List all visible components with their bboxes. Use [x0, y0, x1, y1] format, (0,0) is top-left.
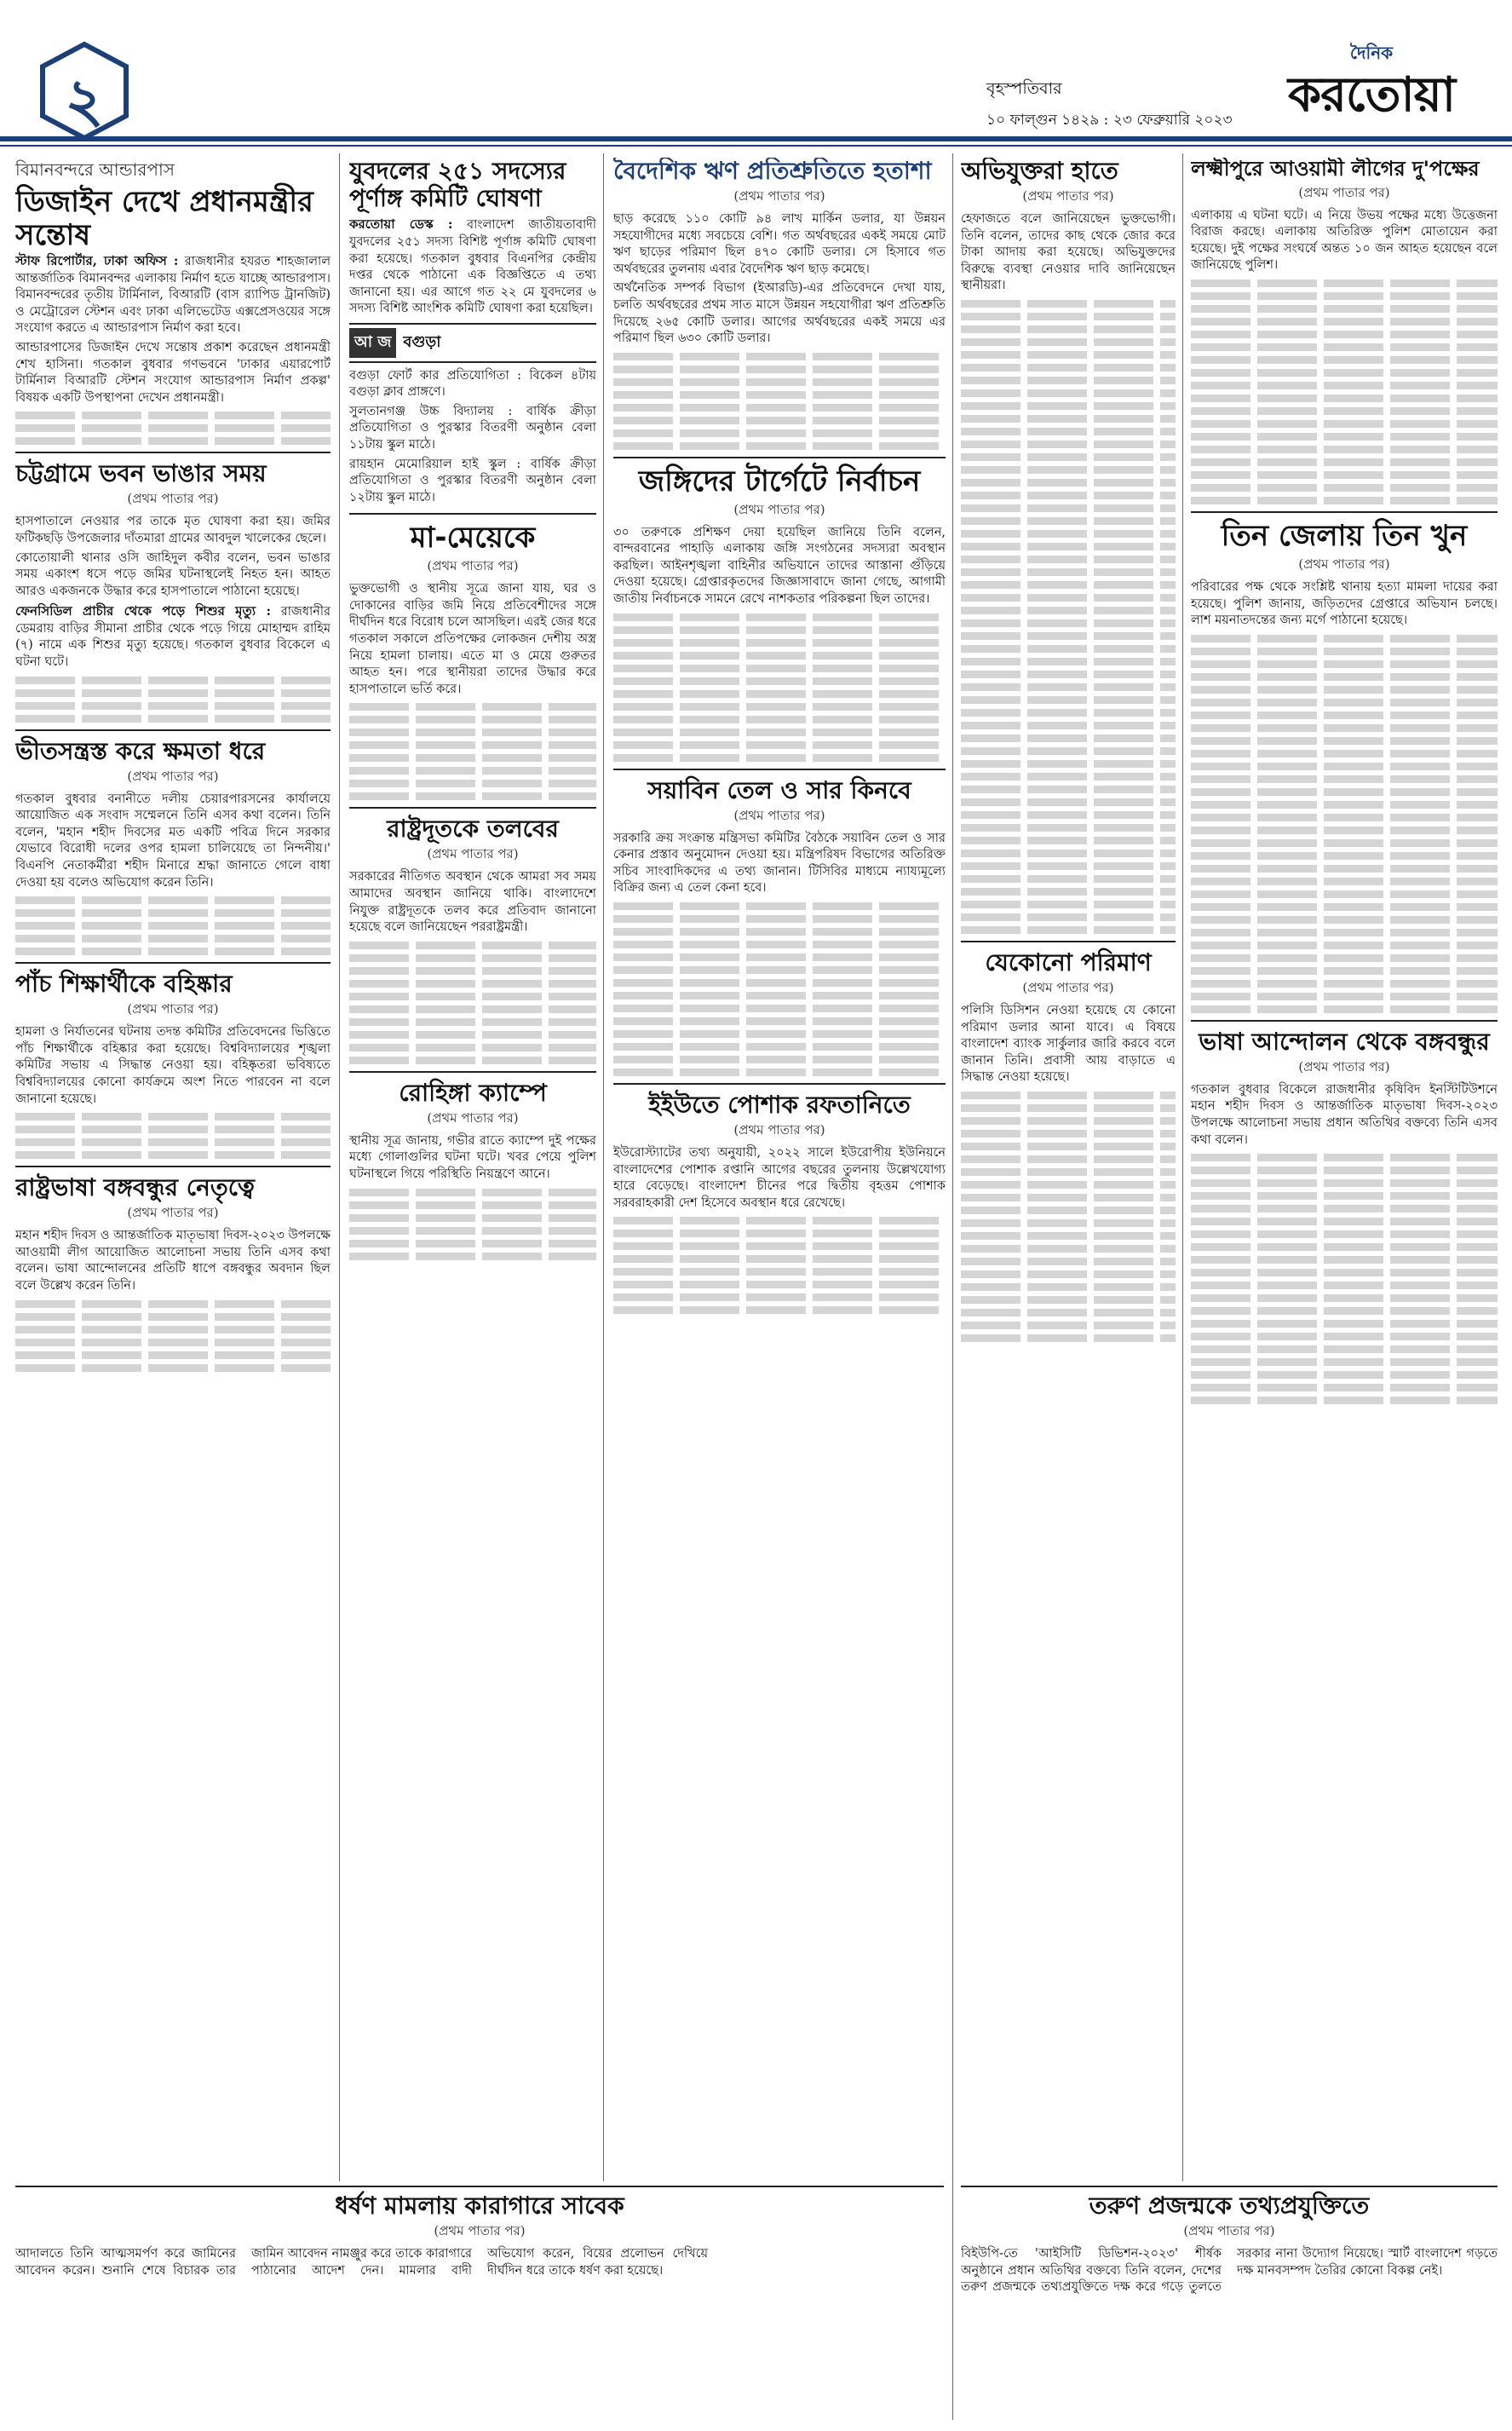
article-body [1191, 579, 1498, 630]
article-body [15, 2246, 944, 2279]
article-body [15, 1024, 331, 1108]
article-headline[interactable]: রোহিঙ্গা ক্যাম্পে [399, 1078, 547, 1107]
list-item: বগুড়া ফোর্ট কার প্রতিযোগিতা : বিকেল ৪টায় বগুড়া ক্লাব প্রাঙ্গণে। [349, 368, 596, 400]
page-number-badge [34, 41, 135, 141]
continued-label: (প্রথম পাতার পর) [1298, 184, 1390, 200]
column-5 [1191, 158, 1498, 2186]
continued-label: (প্রথম পাতার পর) [733, 188, 825, 205]
article-state-language [15, 1174, 331, 1371]
continued-label: (প্রথম পাতার পর) [733, 501, 825, 517]
brand-small: দৈনিক [1349, 43, 1394, 63]
article-headline[interactable]: জঙ্গিদের টার্গেটে নির্বাচন [638, 464, 921, 498]
article-body [349, 216, 596, 317]
column-4 [961, 158, 1176, 2186]
article-headline[interactable]: ইইউতে পোশাক রফতানিতে [648, 1091, 911, 1120]
article-mother-daughter [349, 521, 596, 800]
article-ctg-building [15, 460, 331, 722]
today-badge: আ জ [349, 328, 396, 358]
article-language-movement [1191, 1028, 1498, 1404]
column-divider [1182, 153, 1183, 2181]
article-headline[interactable]: যুবদলের ২৫১ সদস্যের পূর্ণাঙ্গ কমিটি ঘোষণা [349, 158, 566, 213]
article-body [15, 1228, 331, 1294]
article-paragraph: স্থানীয় সূত্র জানায়, গভীর রাতে ক্যাম্পে দুই পক্ষের মধ্যে গোলাগুলির ঘটনা ঘটে। খবর পেয়ে পুলিশ ঘটনাস্থলে গিয়ে পরিস্থিতি নিয়ন্ত্রণে আনে। [349, 1133, 596, 1182]
article-rape-case [15, 2192, 944, 2279]
article-kicker: বিমানবন্দরে আন্ডারপাস [15, 159, 175, 180]
article-body [349, 581, 596, 698]
continued-label: (প্রথম পাতার পর) [1022, 188, 1114, 205]
continued-label: (প্রথম পাতার পর) [1022, 980, 1114, 996]
article-body [1191, 1082, 1498, 1149]
article-headline[interactable]: লক্ষ্মীপুরে আওয়ামী লীগের দু'পক্ষের [1191, 158, 1480, 181]
column-divider [603, 153, 604, 2181]
continued-label: (প্রথম পাতার পর) [427, 1109, 519, 1126]
article-paragraph: বাংলাদেশ জাতীয়তাবাদী যুবদলের ২৫১ সদস্য বিশিষ্ট পূর্ণাঙ্গ কমিটি ঘোষণা করা হয়েছে। গতকাল বুধবার বিএনপির কেন্দ্রীয় দপ্তর থেকে পাঠানো এক বিজ্ঞপ্তিতে এ তথ্য জানানো হয়। এর আগে গত ২২ মে যুবদলের ৬ সদস্য বিশিষ্ট আংশিক কমিটি ঘোষণা করা হয়েছিল। [349, 218, 596, 316]
column-divider [339, 153, 340, 2181]
column-2 [349, 158, 596, 2186]
article-headline[interactable]: অভিযুক্তরা হাতে [961, 158, 1118, 185]
article-paragraph: সরকারি ক্রয় সংক্রান্ত মন্ত্রিসভা কমিটির বৈঠকে সয়াবিন তেল ও সার কেনার প্রস্তাব অনুমোদন দেওয়া হয়। মন্ত্রিপরিষদ বিভাগের অতিরিক্ত সচিব সাংবাদিকদের এ তথ্য জানান। টিসিবির মাধ্যমে ন্যায্যমূল্যে বিক্রির জন্য এ তেল কেনা হবে। [613, 831, 946, 896]
article-body [961, 2246, 1498, 2296]
article-five-students [15, 971, 331, 1159]
article-headline[interactable]: রাষ্ট্রভাষা বঙ্গবন্ধুর নেতৃত্বে [15, 1173, 255, 1202]
article-paragraph: সরকারের নীতিগত অবস্থান থেকে আমরা সব সময় আমাদের অবস্থান জানিয়ে থাকি। বাংলাদেশে নিযুক্ত রাষ্ট্রদূতকে তলব করে প্রতিবাদ জানানো হয়েছে বলে জানিয়েছেন পররাষ্ট্রমন্ত্রী। [349, 870, 596, 935]
article-foreign-loan [613, 158, 946, 450]
article-paragraph: কোতোয়ালী থানার ওসি জাহিদুল কবীর বলেন, ভবন ভাঙার সময় একাংশ ধসে পড়ে জমির ঘটনাস্থলেই নিহত হন। আহত আরও একজনকে উদ্ধার করে হাসপাতালে পাঠানো হয়েছে। [15, 550, 331, 598]
article-headline[interactable]: রাষ্ট্রদূতকে তলবের [387, 815, 559, 844]
article-body [613, 211, 946, 348]
article-jubodal [349, 158, 596, 318]
article-three-murders [1191, 520, 1498, 1013]
article-headline[interactable]: ভাষা আন্দোলন থেকে বঙ্গবন্ধুর [1199, 1027, 1490, 1056]
masthead [0, 0, 1512, 175]
article-militants-election [613, 465, 946, 762]
article-body [613, 1145, 946, 1212]
article-paragraph: আদালতে তিনি আত্মসমর্পণ করে জামিনের আবেদন করেন। শুনানি শেষে বিচারক তার জামিন আবেদন নামঞ্জুর করে তাকে কারাগারে পাঠানোর আদেশ দেন। মামলার বাদী অভিযোগ করেন, বিয়ের প্রলোভন দেখিয়ে দীর্ঘদিন ধরে তাকে ধর্ষণ করা হয়েছে। [15, 2247, 708, 2278]
article-body [961, 211, 1176, 295]
article-paragraph: রাজধানীর ডেমরায় বাড়ির সীমানা প্রাচীর থেকে পড়ে গিয়ে মোহাম্মদ রাহিম (৭) নামে এক শিশুর মৃত্যু হয়েছে। গতকাল বুধবার বিকেলে এ ঘটনা ঘটে। [15, 605, 331, 669]
today-label: বগুড়া [403, 332, 441, 351]
article-fear-power [15, 738, 331, 956]
article-rohingya [349, 1080, 596, 1260]
article-paragraph: গতকাল বুধবার বনানীতে দলীয় চেয়ারপারসনের কার্যালয়ে আয়োজিত এক সংবাদ সম্মেলনে তিনি এসব কথা বলেন। তিনি বলেন, 'মহান শহীদ দিবসের মত একটি পবিত্র দিনে সরকার যেভাবে বিরোধী দলের ওপর হামলা চালিয়েছে তা নিন্দনীয়।' বিএনপি নেতাকর্মীরা শহীদ মিনারে শ্রদ্ধা জানাতে গেলে বাধা দেওয়া হয় বলেও অভিযোগ করেন তিনি। [15, 792, 331, 890]
continued-label: (প্রথম পাতার পর) [127, 768, 219, 784]
article-body [349, 869, 596, 936]
article-byline: করতোয়া ডেস্ক : [349, 216, 453, 233]
article-youth-ict [961, 2192, 1498, 2296]
article-ambassador [349, 815, 596, 1063]
column-3 [613, 158, 946, 2186]
continued-label: (প্রথম পাতার পর) [434, 2223, 526, 2239]
list-item: সুলতানগঞ্জ উচ্চ বিদ্যালয় : বার্ষিক ক্রীড়া প্রতিযোগিতা ও পুরস্কার বিতরণী অনুষ্ঠান বেলা ১১টায় স্কুল মাঠে। [349, 404, 596, 452]
article-accused [961, 158, 1176, 934]
article-headline[interactable]: ডিজাইন দেখে প্রধানমন্ত্রীর সন্তোষ [15, 185, 313, 253]
continued-label: (প্রথম পাতার পর) [427, 846, 519, 862]
column-1 [15, 158, 331, 2186]
article-headline[interactable]: তরুণ প্রজন্মকে তথ্যপ্রযুক্তিতে [1089, 2192, 1370, 2220]
article-underpass [15, 158, 331, 445]
article-paragraph: পলিসি ডিসিশন নেওয়া হয়েছে যে কোনো পরিমাণ ডলার আনা যাবে। এ বিষয়ে বাংলাদেশ ব্যাংক সার্কুলার জারি করবে বলে জানান তিনি। প্রবাসী আয় বাড়াতে এ সিদ্ধান্ত নেওয়া হয়েছে। [961, 1004, 1176, 1085]
article-paragraph: হাসপাতালে নেওয়ার পর তাকে মৃত ঘোষণা করা হয়। জমির ফটিকছড়ি উপজেলার দাঁতমারা গ্রামের আবদুল খালেকের ছেলে। [15, 515, 331, 545]
continued-label: (প্রথম পাতার পর) [127, 491, 219, 507]
article-paragraph: গতকাল বুধবার বিকেলে রাজধানীর কৃষিবিদ ইনস্টিটিউশনে মহান শহীদ দিবস ও আন্তর্জাতিক মাতৃভাষা দিবস-২০২৩ উপলক্ষে আলোচনা সভায় প্রধান অতিথির বক্তব্যে তিনি এসব কথা বলেন। [1191, 1082, 1498, 1147]
article-paragraph: পরিবারের পক্ষ থেকে সংশ্লিষ্ট থানায় হত্যা মামলা দায়ের করা হয়েছে। পুলিশ জানায়, জড়িতদের গ্রেপ্তারে অভিযান চলছে। লাশ ময়নাতদন্তের জন্য মর্গে পাঠানো হয়েছে। [1191, 579, 1498, 628]
article-headline[interactable]: তিন জেলায় তিন খুন [1221, 518, 1468, 553]
continued-label: (প্রথম পাতার পর) [127, 1001, 219, 1017]
continued-label: (প্রথম পাতার পর) [733, 807, 825, 823]
article-laxmipur [1191, 158, 1498, 504]
day-of-week: বৃহস্পতিবার [986, 79, 1062, 98]
article-body [15, 792, 331, 891]
bottom-left-block [15, 2186, 944, 2420]
continued-label: (প্রথম পাতার পর) [1298, 556, 1390, 572]
masthead-rule [0, 136, 1512, 141]
article-subhead: ফেনসিডিল প্রাচীর থেকে পড়ে শিশুর মৃত্যু : [15, 603, 272, 619]
continued-label: (প্রথম পাতার পর) [1298, 1058, 1390, 1074]
article-paragraph: ছাড় করেছে ১১০ কোটি ৯৪ লাখ মার্কিন ডলার, যা উন্নয়ন সহযোগীদের মধ্যে সবচেয়ে বেশি। গত অর্থবছরের একই সময়ে মোট ঋণ ছাড়ের পরিমাণ ছিল ৪৭০ কোটি ডলার। সে হিসাবে গত অর্থবছরের তুলনায় এবার বৈদেশিক ঋণ ছাড় কমেছে। [613, 212, 946, 276]
continued-label: (প্রথম পাতার পর) [427, 558, 519, 574]
article-headline[interactable]: মা-মেয়েকে [410, 521, 536, 556]
article-paragraph: অর্থনৈতিক সম্পর্ক বিভাগ (ইআরডি)-এর প্রতিবেদনে দেখা যায়, চলতি অর্থবছরের প্রথম সাত মাসে উন্নয়ন সহযোগীরা ঋণ প্রতিশ্রুতি দিয়েছে ২৬৫ কোটি ডলার। আগের অর্থবছরের একই সময়ে এর পরিমাণ ছিল ৬৩০ কোটি ডলার। [613, 281, 946, 346]
article-body [15, 514, 331, 671]
continued-label: (প্রথম পাতার পর) [733, 1122, 825, 1138]
today-events [349, 368, 596, 507]
brand-name: করতোয়া [1288, 67, 1455, 123]
article-byline: স্টাফ রিপোর্টার, ঢাকা অফিস : [15, 253, 179, 269]
article-paragraph: এলাকায় এ ঘটনা ঘটে। এ নিয়ে উভয় পক্ষের মধ্যে উত্তেজনা বিরাজ করছে। এলাকায় অতিরিক্ত পুলিশ মোতায়েন করা হয়েছে। দুই পক্ষের সংঘর্ষে অন্তত ১০ জন আহত হয়েছেন বলে জানিয়েছে পুলিশ। [1191, 208, 1498, 273]
page-number: ২ [65, 66, 104, 135]
masthead-rule-thin [0, 145, 1512, 147]
article-paragraph: ৩০ তরুণকে প্রশিক্ষণ দেয়া হয়েছিল জানিয়ে তিনি বলেন, বান্দরবানের পাহাড়ি এলাকায় জঙ্গি সংগঠনের সদস্যরা অবস্থান করছিল। আইনশৃঙ্খলা বাহিনীর অভিযানে তাদের আস্তানা গুঁড়িয়ে দেওয়া হয়েছে। গ্রেপ্তারকৃতদের জিজ্ঞাসাবাদে জানা গেছে, আগামী জাতীয় নির্বাচনকে সামনে রেখে নাশকতার পরিকল্পনা ছিল তাদের। [613, 525, 946, 607]
article-eu-garments [613, 1092, 946, 1314]
article-headline[interactable]: সয়াবিন তেল ও সার কিনবে [647, 775, 911, 804]
article-body [15, 252, 331, 406]
article-headline[interactable]: ধর্ষণ মামলায় কারাগারে সাবেক [335, 2192, 624, 2220]
column-divider [952, 2181, 953, 2420]
continued-label: (প্রথম পাতার পর) [1183, 2223, 1275, 2239]
article-body [613, 525, 946, 608]
article-paragraph: বিইউপি-তে 'আইসিটি ডিভিশন-২০২৩' শীর্ষক অনুষ্ঠানে প্রধান অতিথির বক্তব্যে তিনি বলেন, দেশের তরুণ প্রজন্মকে তথ্যপ্রযুক্তিতে দক্ষ করে গড়ে তুলতে সরকার নানা উদ্যোগ নিয়েছে। স্মার্ট বাংলাদেশ গড়তে দক্ষ মানবসম্পদ তৈরির কোনো বিকল্প নেই। [961, 2247, 1498, 2295]
article-headline[interactable]: চট্টগ্রামে ভবন ভাঙার সময় [15, 459, 267, 488]
today-bogura-box [349, 323, 596, 363]
article-body [613, 831, 946, 897]
article-paragraph: হামলা ও নির্যাতনের ঘটনায় তদন্ত কমিটির প্রতিবেদনের ভিত্তিতে পাঁচ শিক্ষার্থীকে বহিষ্কার করা হয়েছে। বিশ্ববিদ্যালয়ের শৃঙ্খলা কমিটির সভায় এ সিদ্ধান্ত নেওয়া হয়। বহিষ্কৃতরা ভবিষ্যতে বিশ্ববিদ্যালয়ের কোনো কার্যক্রমে অংশ নিতে পারবেন না বলে জানানো হয়েছে। [15, 1025, 331, 1106]
article-headline[interactable]: যেকোনো পরিমাণ [985, 948, 1152, 976]
article-paragraph: ইউরোস্ট্যাটের তথ্য অনুযায়ী, ২০২২ সালে ইউরোপীয় ইউনিয়নে বাংলাদেশের পোশাক রপ্তানি আগের বছরের তুলনায় উল্লেখযোগ্য হারে বেড়েছে। বাংলাদেশ চীনের পরে দ্বিতীয় বৃহত্তম পোশাক সরবরাহকারী দেশ হিসেবে অবস্থান ধরে রেখেছে। [613, 1146, 946, 1210]
article-body [961, 1003, 1176, 1086]
article-any-amount [961, 949, 1176, 1342]
article-soybean-oil [613, 777, 946, 1076]
article-body [1191, 208, 1498, 274]
article-paragraph: আন্ডারপাসের ডিজাইন দেখে সন্তোষ প্রকাশ করেছেন প্রধানমন্ত্রী শেখ হাসিনা। গতকাল বুধবার গণভবনে 'ঢাকার এয়ারপোর্ট টার্মিনাল বিআরটি স্টেশন সংযোগ আন্ডারপাস নির্মাণ প্রকল্প' বিষয়ক একটি উপস্থাপনা দেখেন প্রধানমন্ত্রী। [15, 341, 331, 405]
article-headline[interactable]: পাঁচ শিক্ষার্থীকে বহিষ্কার [15, 970, 233, 999]
date-line: ১০ ফাল্গুন ১৪২৯ : ২৩ ফেব্রুয়ারি ২০২৩ [986, 112, 1233, 129]
list-item: রায়হান মেমোরিয়াল হাই স্কুল : বার্ষিক ক্রীড়া প্রতিযোগিতা ও পুরস্কার বিতরণী অনুষ্ঠান বেলা ১২টায় স্কুল মাঠে। [349, 457, 596, 504]
column-divider [952, 153, 953, 2181]
continued-label: (প্রথম পাতার পর) [127, 1205, 219, 1221]
article-paragraph: হেফাজতে বলে জানিয়েছেন ভুক্তভোগী। তিনি বলেন, তাদের কাছ থেকে জোর করে টাকা আদায় করা হয়েছে। অভিযুক্তদের বিরুদ্ধে ব্যবস্থা নেওয়ার দাবি জানিয়েছেন স্থানীয়রা। [961, 212, 1176, 293]
bottom-right-block [961, 2186, 1498, 2420]
article-paragraph: রাজধানীর হযরত শাহজালাল আন্তর্জাতিক বিমানবন্দর এলাকায় নির্মাণ হতে যাচ্ছে আন্ডারপাস। বিমানবন্দরের তৃতীয় টার্মিনাল, বিআরটি (বাস র‌্যাপিড ট্রানজিট) ও মেট্রোরেল স্টেশন এবং ঢাকা এলিভেটেড এক্সপ্রেসওয়ের সঙ্গে সংযোগ করতে এ আন্ডারপাস নির্মাণ করা হবে। [15, 255, 331, 336]
article-paragraph: মহান শহীদ দিবস ও আন্তর্জাতিক মাতৃভাষা দিবস-২০২৩ উপলক্ষে আওয়ামী লীগ আয়োজিত আলোচনা সভায় তিনি এসব কথা বলেন। ভাষা আন্দোলনের প্রতিটি ধাপে বঙ্গবন্ধুর অবদান ছিল বলে উল্লেখ করেন তিনি। [15, 1229, 331, 1293]
article-paragraph: ভুক্তভোগী ও স্থানীয় সূত্রে জানা যায়, ঘর ও দোকানের বাড়ির জমি নিয়ে প্রতিবেশীদের সঙ্গে দীর্ঘদিন ধরে বিরোধ চলে আসছিল। এরই জের ধরে গতকাল সকালে প্রতিপক্ষের লোকজন দেশীয় অস্ত্র নিয়ে হামলা চালায়। এতে মা ও মেয়ে গুরুতর আহত হন। পরে স্থানীয়রা তাদের উদ্ধার করে হাসপাতালে ভর্তি করে। [349, 582, 596, 696]
article-headline[interactable]: বৈদেশিক ঋণ প্রতিশ্রুতিতে হতাশা [613, 158, 932, 185]
article-body [349, 1133, 596, 1184]
article-headline[interactable]: ভীতসন্ত্রস্ত করে ক্ষমতা ধরে [15, 736, 266, 765]
